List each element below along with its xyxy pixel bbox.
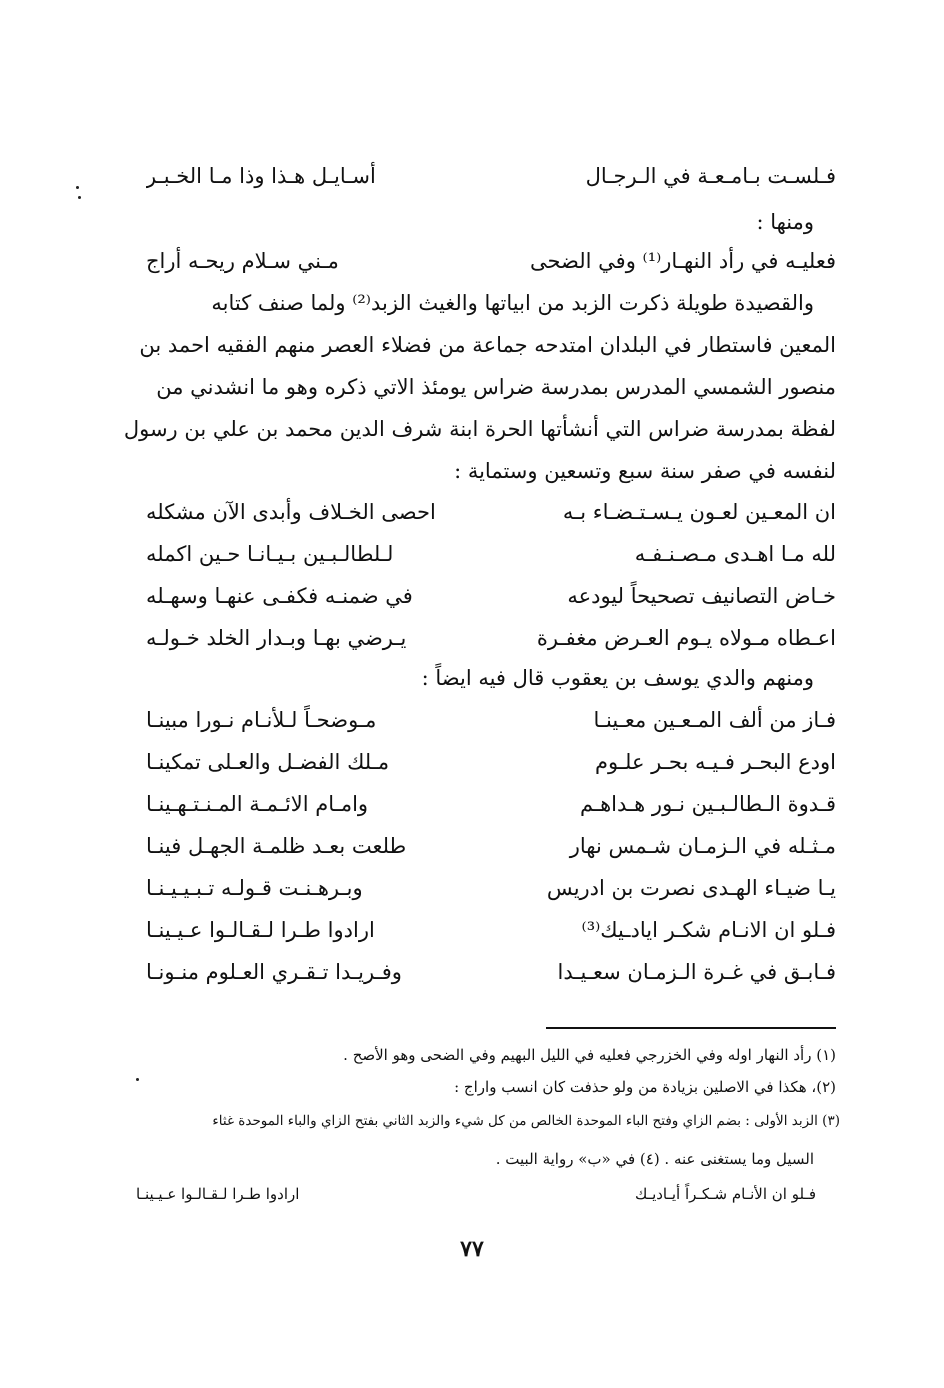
prose-line: المعين فاستطار في البلدان امتدحه جماعة من فضلاء العصر منهم الفقيه احمد بن	[139, 333, 836, 357]
page-number: ٧٧	[460, 1236, 484, 1262]
footnote: السيل وما يستغنى عنه . (٤) في «ب» رواية البيت .	[495, 1150, 814, 1168]
verse-second-hemistich: وامـام الائـمـة المـنـتـهـينـا	[146, 792, 369, 816]
scan-speck	[78, 196, 81, 199]
verse-row	[146, 243, 836, 279]
prose-line: منصور الشمسي المدرس بمدرسة ضراس يومئذ الاتي ذكره وهو ما انشدني من	[156, 375, 836, 399]
verse-second-hemistich: في ضمنـه فكفـى عنهـا وسهـله	[146, 584, 413, 608]
verse-second-hemistich: طلعت بعـد ظلمـة الجهـل فينـا	[146, 834, 407, 858]
verse-second-hemistich: مـوضحـاً لـلأنـام نـورا مبينـا	[146, 708, 377, 732]
verse-first-hemistich: فعليـه في رأد النهـار⁽¹⁾ وفي الضحى	[530, 249, 836, 273]
verse-first-hemistich: خـاض التصانيف تصحيحاً ليودعه	[567, 584, 836, 608]
verse-row	[146, 744, 836, 780]
verse-second-hemistich: مـني سـلام ريحـه أراج	[146, 249, 339, 273]
prose-line: ومنها :	[756, 210, 814, 234]
verse-first-hemistich: لله مـا اهـدى مـصـنـفـه	[634, 542, 836, 566]
verse-second-hemistich: يـرضي بهـا وبـدار الخلد خـولـه	[146, 626, 407, 650]
prose-line: ومنهم والدي يوسف بن يعقوب قال فيه ايضاً :	[421, 666, 814, 690]
prose-line: لنفسه في صفر سنة سبع وتسعين وستماية :	[454, 459, 836, 483]
scan-speck	[76, 186, 79, 189]
prose-line: والقصيدة طويلة ذكرت الزبد من ابياتها والغيث الزبد⁽²⁾ ولما صنف كتابه	[211, 291, 814, 315]
prose-line: لفظة بمدرسة ضراس التي أنشأتها الحرة ابنة شرف الدين محمد بن علي بن رسول	[123, 417, 836, 441]
verse-first-hemistich: يـا ضيـاء الهـدى نصرت بن ادريس	[546, 876, 836, 900]
verse-second-hemistich: ارادوا طـرا لـقـالـوا عـيـينـا	[146, 918, 375, 942]
verse-second-hemistich: ارادوا طـرا لـقـالـوا عـيـينـا	[136, 1185, 300, 1203]
verse-row	[146, 494, 836, 530]
verse-first-hemistich: فـلسـت بـامـعـة في الـرجـال	[585, 164, 836, 188]
verse-second-hemistich: أسـايـل هـذا وذا مـا الخـبـر	[146, 164, 376, 188]
verse-second-hemistich: احصى الخـلاف وأبدى الآن مشكله	[146, 500, 436, 524]
verse-row	[146, 954, 836, 990]
verse-second-hemistich: مـلك الفضـل والعـلى تمكينـا	[146, 750, 390, 774]
verse-first-hemistich: مـثـله في الـزمـان شـمس نهار	[569, 834, 836, 858]
verse-row	[146, 620, 836, 656]
footnote-verse	[136, 1182, 816, 1206]
verse-row	[146, 870, 836, 906]
verse-row	[146, 786, 836, 822]
verse-first-hemistich: قـدوة الـطالـبـين نـور هـداهـم	[579, 792, 836, 816]
verse-first-hemistich: فـابـق في غـرة الـزمـان سعـيـدا	[557, 960, 836, 984]
verse-row	[146, 828, 836, 864]
verse-first-hemistich: ان المعـين لعـون يـسـتـضـاء بـه	[562, 500, 836, 524]
verse-first-hemistich: فـلو ان الانـام شكـر ايادـيك⁽³⁾	[581, 918, 836, 942]
verse-first-hemistich: اودع البحـر فـيـه بحـر علـوم	[595, 750, 836, 774]
verse-second-hemistich: وبـرهـنـت قـولـه تـبـيـيـنـا	[146, 876, 363, 900]
footnote: (١) رأد النهار اوله وفي الخزرجي فعليه في الليل البهيم وفي الضحى وهو الأصح .	[343, 1046, 836, 1064]
footnote-divider	[546, 1027, 836, 1029]
verse-second-hemistich: لـلطالـبـين بـيـانـا حـين اكمله	[146, 542, 394, 566]
verse-first-hemistich: فـاز من ألف المـعـين معـينـا	[593, 708, 836, 732]
footnote: (٣) الزبد الأولى : بضم الزاي وفتح الباء الموحدة الخالص من كل شيء والزبد الثاني بفتح الزاي والباء الموحدة غثاء	[212, 1113, 840, 1129]
scan-speck	[136, 1078, 139, 1081]
verse-first-hemistich: فـلو ان الأنـام شـكـراً أيـاديـك	[635, 1185, 816, 1203]
verse-row	[146, 702, 836, 738]
verse-row	[146, 158, 836, 194]
verse-second-hemistich: وفـريـدا تـقـري العـلوم منـونـا	[146, 960, 402, 984]
verse-row	[146, 578, 836, 614]
verse-row	[146, 912, 836, 948]
verse-first-hemistich: اعـطاه مـولاه يـوم العـرض مغفـرة	[536, 626, 836, 650]
verse-row	[146, 536, 836, 572]
footnote: (٢)، هكذا في الاصلين بزيادة من ولو حذفت كان انسب واراج :	[454, 1078, 836, 1096]
